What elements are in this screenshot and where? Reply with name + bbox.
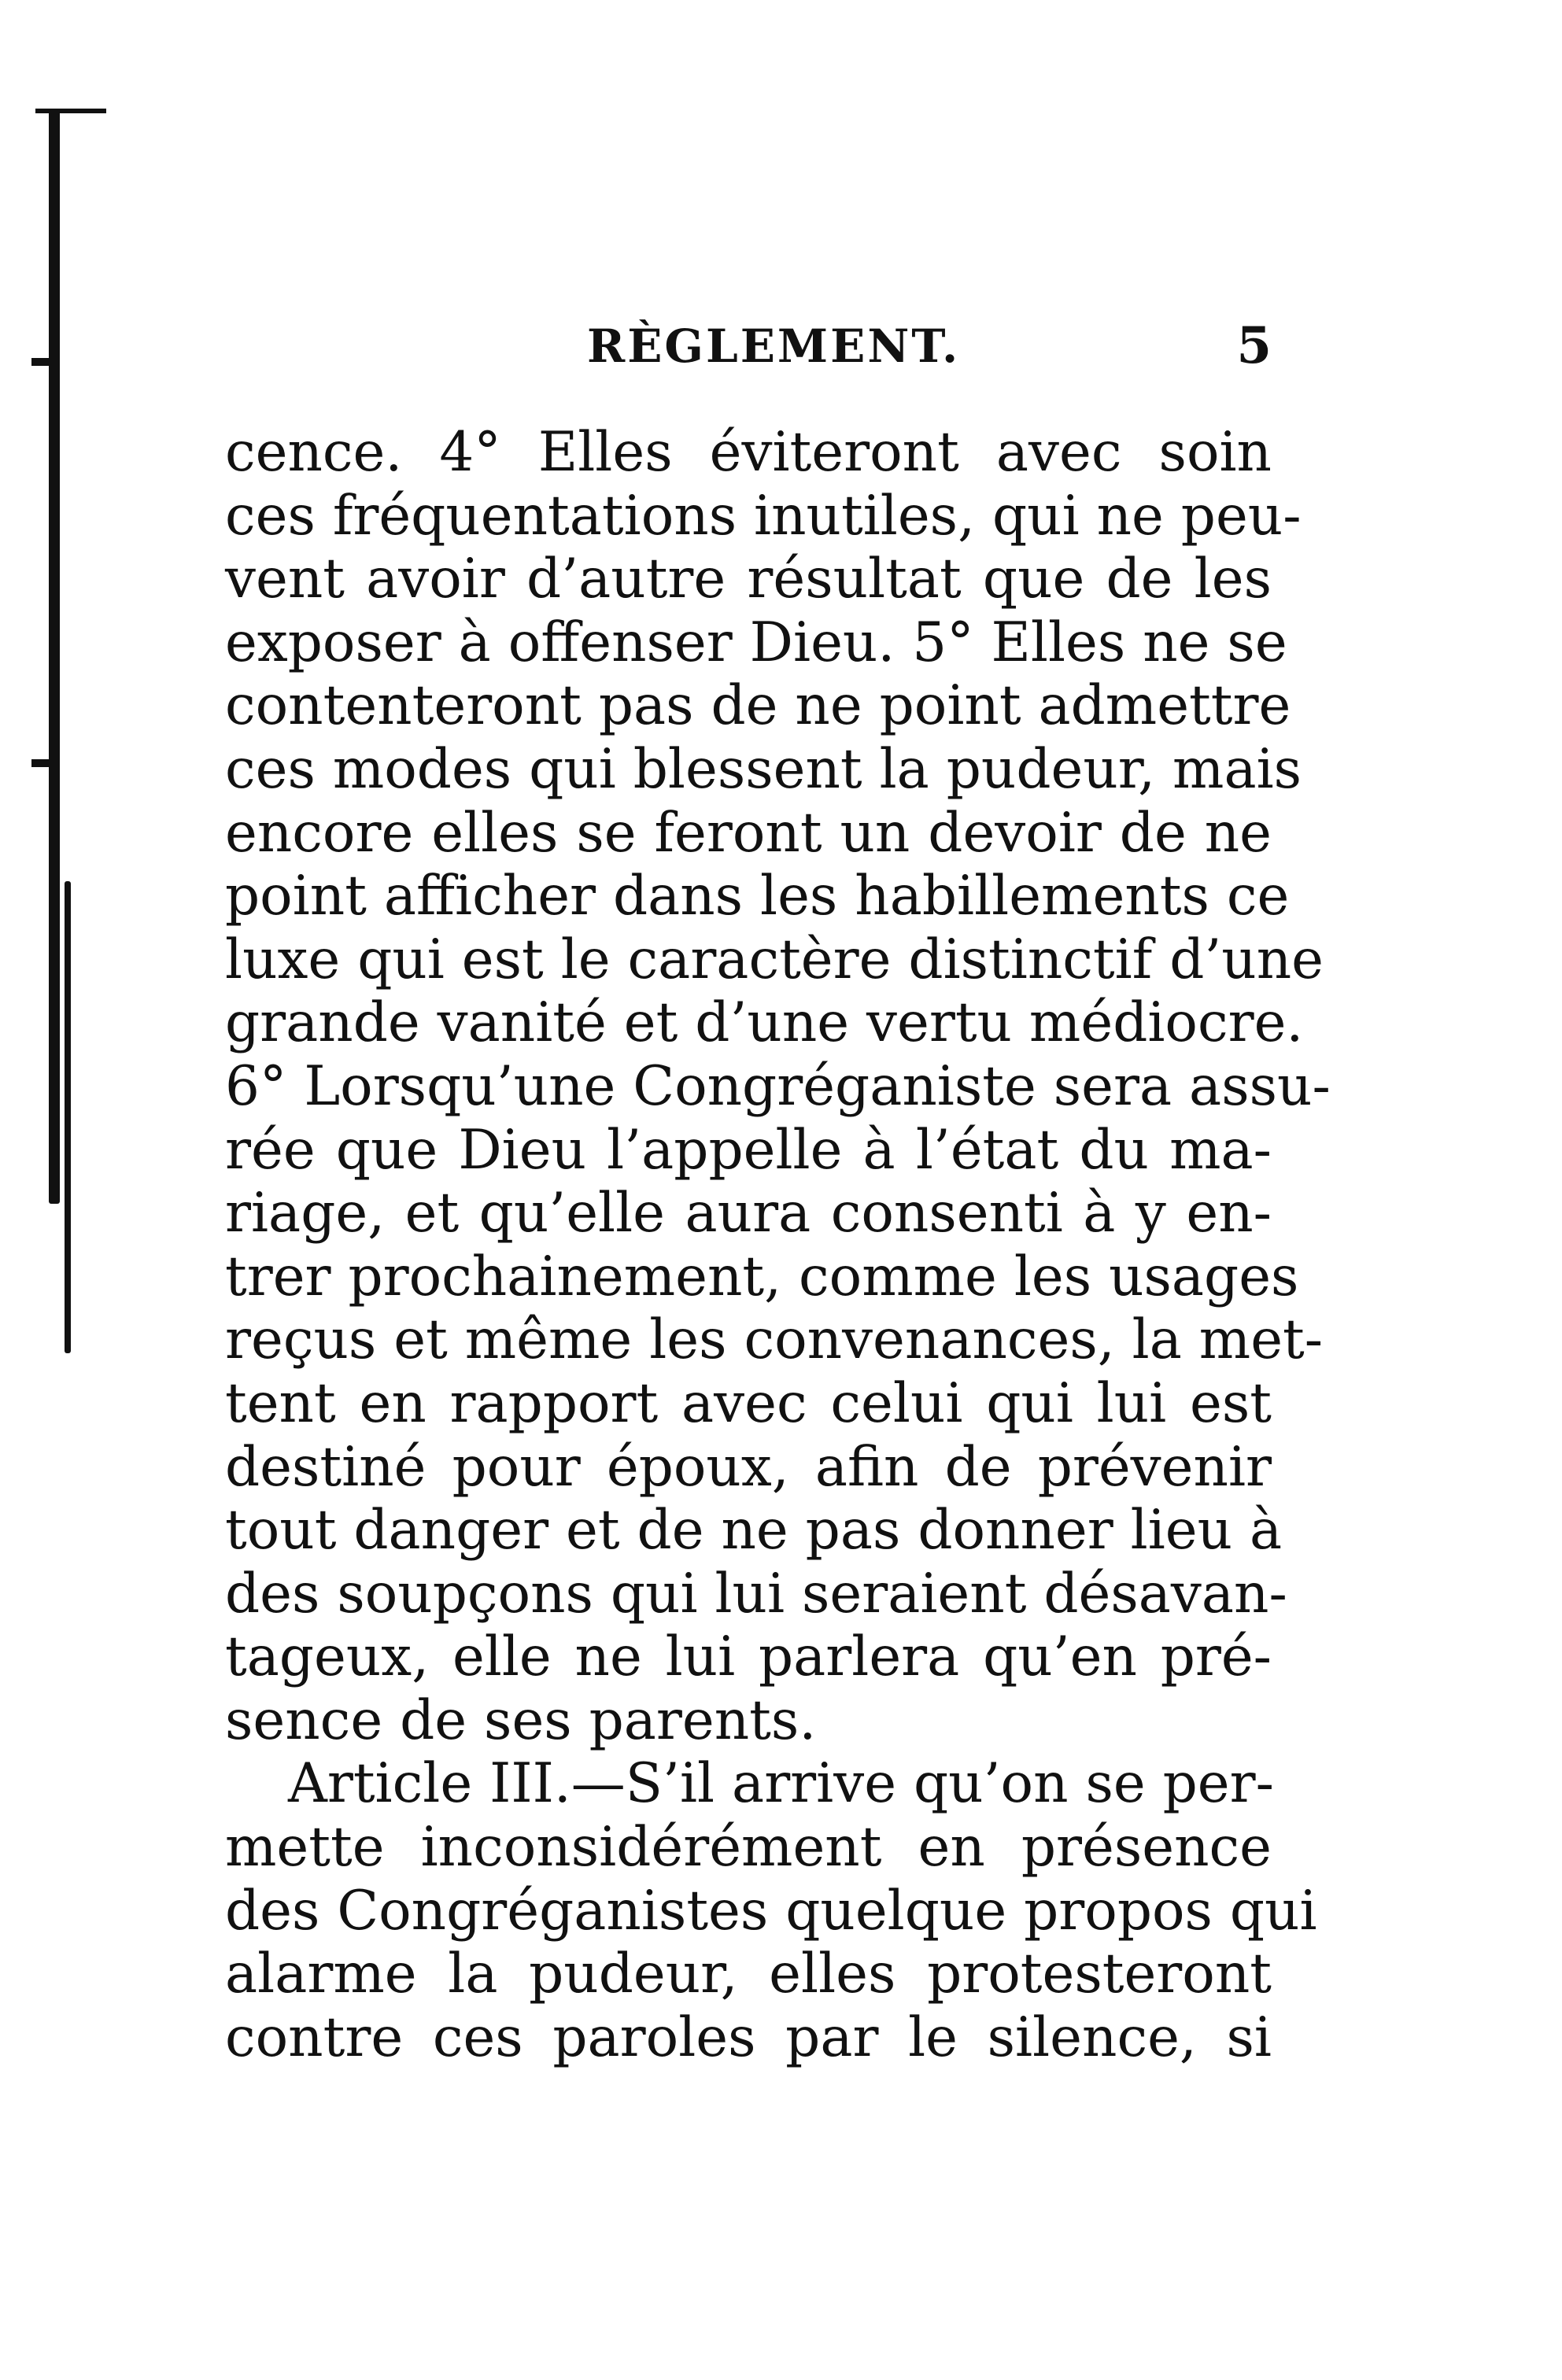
text-line: tout danger et de ne pas donner lieu à [225, 1499, 1283, 1563]
text-line: encore elles se feront un devoir de ne [225, 801, 1272, 865]
binding-edge-lower [65, 881, 71, 1353]
text-line: contenteront pas de ne point admettre [225, 674, 1291, 738]
text-line: vent avoir d’autre résultat que de les [225, 548, 1272, 611]
page-header [225, 315, 1272, 378]
text-line: point afficher dans les habillements ce [225, 865, 1290, 928]
text-line: des Congréganistes quelque propos qui [225, 1879, 1317, 1943]
text-line: reçus et même les convenances, la met- [225, 1308, 1324, 1372]
text-line: riage, et qu’elle aura consenti à y en- [225, 1182, 1272, 1245]
text-line: rée que Dieu l’appelle à l’état du ma- [225, 1118, 1272, 1182]
text-line: alarme la pudeur, elles protesteront [225, 1943, 1272, 2006]
binding-edge [49, 110, 60, 1204]
text-line: exposer à offenser Dieu. 5° Elles ne se [225, 611, 1287, 674]
binding-mark [31, 358, 60, 366]
page-number: 5 [1236, 316, 1272, 375]
text-line: des soupçons qui lui seraient désavan- [225, 1562, 1287, 1625]
text-line: contre ces paroles par le silence, si [225, 2005, 1272, 2069]
text-line: ces modes qui blessent la pudeur, mais [225, 737, 1302, 801]
text-line: cence. 4° Elles éviteront avec soin [225, 421, 1272, 484]
running-head: RÈGLEMENT. [587, 319, 961, 373]
binding-mark [31, 759, 60, 767]
text-line: tageux, elle ne lui parlera qu’en pré- [225, 1625, 1272, 1689]
text-line: destiné pour époux, afin de prévenir [225, 1435, 1272, 1499]
text-line: grande vanité et d’une vertu médiocre. [225, 991, 1304, 1055]
text-line: sence de ses parents. [225, 1688, 817, 1752]
text-line: mette inconsidérément en présence [225, 1816, 1272, 1880]
text-line: luxe qui est le caractère distinctif d’une [225, 928, 1324, 991]
text-line: tent en rapport avec celui qui lui est [225, 1371, 1272, 1435]
body-text [225, 421, 1331, 2069]
text-line: trer prochainement, comme les usages [225, 1245, 1299, 1308]
binding-edge-top [35, 109, 106, 113]
text-line: 6° Lorsqu’une Congréganiste sera assu- [225, 1054, 1331, 1118]
text-line: Article III.—S’il arrive qu’on se per- [288, 1752, 1274, 1816]
text-line: ces fréquentations inutiles, qui ne peu- [225, 484, 1302, 548]
